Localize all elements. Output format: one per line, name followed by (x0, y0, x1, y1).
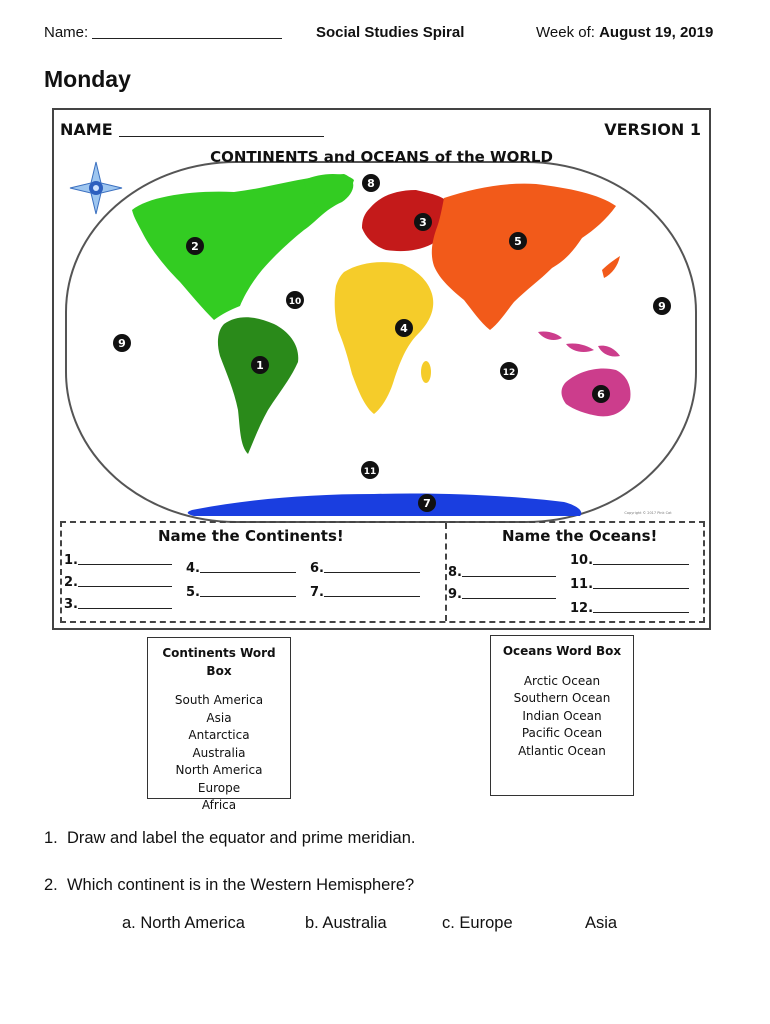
continent-blank-3: 3. (64, 597, 172, 612)
svg-text:1: 1 (256, 359, 264, 372)
ocean-blank-10: 10. (570, 553, 689, 568)
marker-9-left (113, 334, 131, 352)
word-item: North America (175, 763, 263, 777)
choice-c[interactable]: c. Europe (442, 914, 513, 932)
marker-11 (361, 461, 379, 479)
marker-3 (414, 213, 432, 231)
word-item: Africa (201, 798, 237, 812)
copyright-text: Copyright © 2017 Pink Cat (624, 511, 672, 515)
word-item: Europe (197, 780, 241, 795)
worksheet-name-label: NAME (60, 120, 113, 139)
name-blank-line[interactable] (92, 38, 282, 39)
ocean-blank-9: 9. (448, 587, 556, 602)
svg-text:5: 5 (514, 235, 522, 248)
choice-d[interactable]: Asia (585, 914, 618, 932)
day-heading: Monday (44, 66, 131, 92)
oceans-heading: Name the Oceans! (502, 527, 658, 545)
oceans-word-box-title: Oceans Word Box (502, 644, 622, 658)
week-date: August 19, 2019 (599, 24, 714, 41)
question-number: 2. (44, 876, 58, 894)
map-worksheet (52, 108, 711, 630)
word-item: Arctic Ocean (523, 673, 601, 688)
continent-blank-2: 2. (64, 575, 172, 590)
marker-4 (395, 319, 413, 337)
question-text: Which continent is in the Western Hemisphere? (66, 876, 415, 894)
choice-a[interactable]: a. North America (122, 914, 245, 932)
ocean-blank-8: 8. (448, 565, 556, 580)
marker-12 (500, 362, 518, 380)
question-1 (44, 829, 415, 848)
question-number: 1. (44, 829, 58, 847)
marker-9-right (653, 297, 671, 315)
week-of (536, 24, 713, 41)
word-item: Australia (192, 745, 246, 760)
continents-word-box-title: Continents Word Box (162, 646, 276, 678)
marker-7 (418, 494, 436, 512)
question-text: Draw and label the equator and prime meridian. (66, 829, 416, 847)
svg-text:11: 11 (363, 467, 377, 477)
word-item: Asia (206, 710, 232, 725)
document-title: Social Studies Spiral (316, 24, 465, 41)
name-field[interactable] (44, 24, 282, 41)
ocean-blank-12: 12. (570, 601, 689, 616)
worksheet-version: VERSION 1 (604, 120, 701, 139)
marker-1 (251, 356, 269, 374)
marker-8 (362, 174, 380, 192)
word-item: Indian Ocean (522, 708, 602, 723)
answer-box-divider (445, 523, 447, 621)
answer-box (60, 521, 705, 623)
marker-10 (286, 291, 304, 309)
question-2 (44, 876, 414, 895)
continent-blank-5: 5. (186, 585, 296, 600)
marker-2 (186, 237, 204, 255)
worksheet-name-field (60, 120, 324, 139)
marker-6 (592, 385, 610, 403)
continent-blank-4: 4. (186, 561, 296, 576)
svg-text:9: 9 (658, 300, 666, 313)
svg-text:2: 2 (191, 240, 199, 253)
continent-blank-7: 7. (310, 585, 420, 600)
name-label: Name: (44, 24, 89, 41)
svg-text:7: 7 (423, 497, 431, 510)
choice-b[interactable]: b. Australia (305, 914, 387, 932)
worksheet-title: CONTINENTS and OCEANS of the WORLD (210, 148, 553, 166)
word-item: Pacific Ocean (521, 726, 603, 740)
svg-text:4: 4 (400, 322, 408, 335)
word-item: Atlantic Ocean (518, 743, 606, 758)
svg-text:12: 12 (502, 368, 516, 378)
continents-heading: Name the Continents! (158, 527, 344, 545)
continent-blank-6: 6. (310, 561, 420, 576)
svg-text:6: 6 (597, 388, 605, 401)
svg-text:9: 9 (118, 337, 126, 350)
worksheet-name-line (119, 136, 324, 137)
madagascar-shape (421, 361, 431, 383)
word-item: Antarctica (188, 728, 250, 742)
marker-5 (509, 232, 527, 250)
ocean-blank-11: 11. (570, 577, 689, 592)
svg-text:8: 8 (367, 177, 375, 190)
continent-blank-1: 1. (64, 553, 172, 568)
week-label: Week of: (536, 24, 595, 41)
word-item: Southern Ocean (513, 691, 611, 705)
svg-text:3: 3 (419, 216, 427, 229)
svg-text:10: 10 (288, 297, 302, 307)
continents-word-box (147, 637, 291, 812)
oceans-word-box (490, 635, 634, 796)
word-item: South America (174, 693, 264, 707)
